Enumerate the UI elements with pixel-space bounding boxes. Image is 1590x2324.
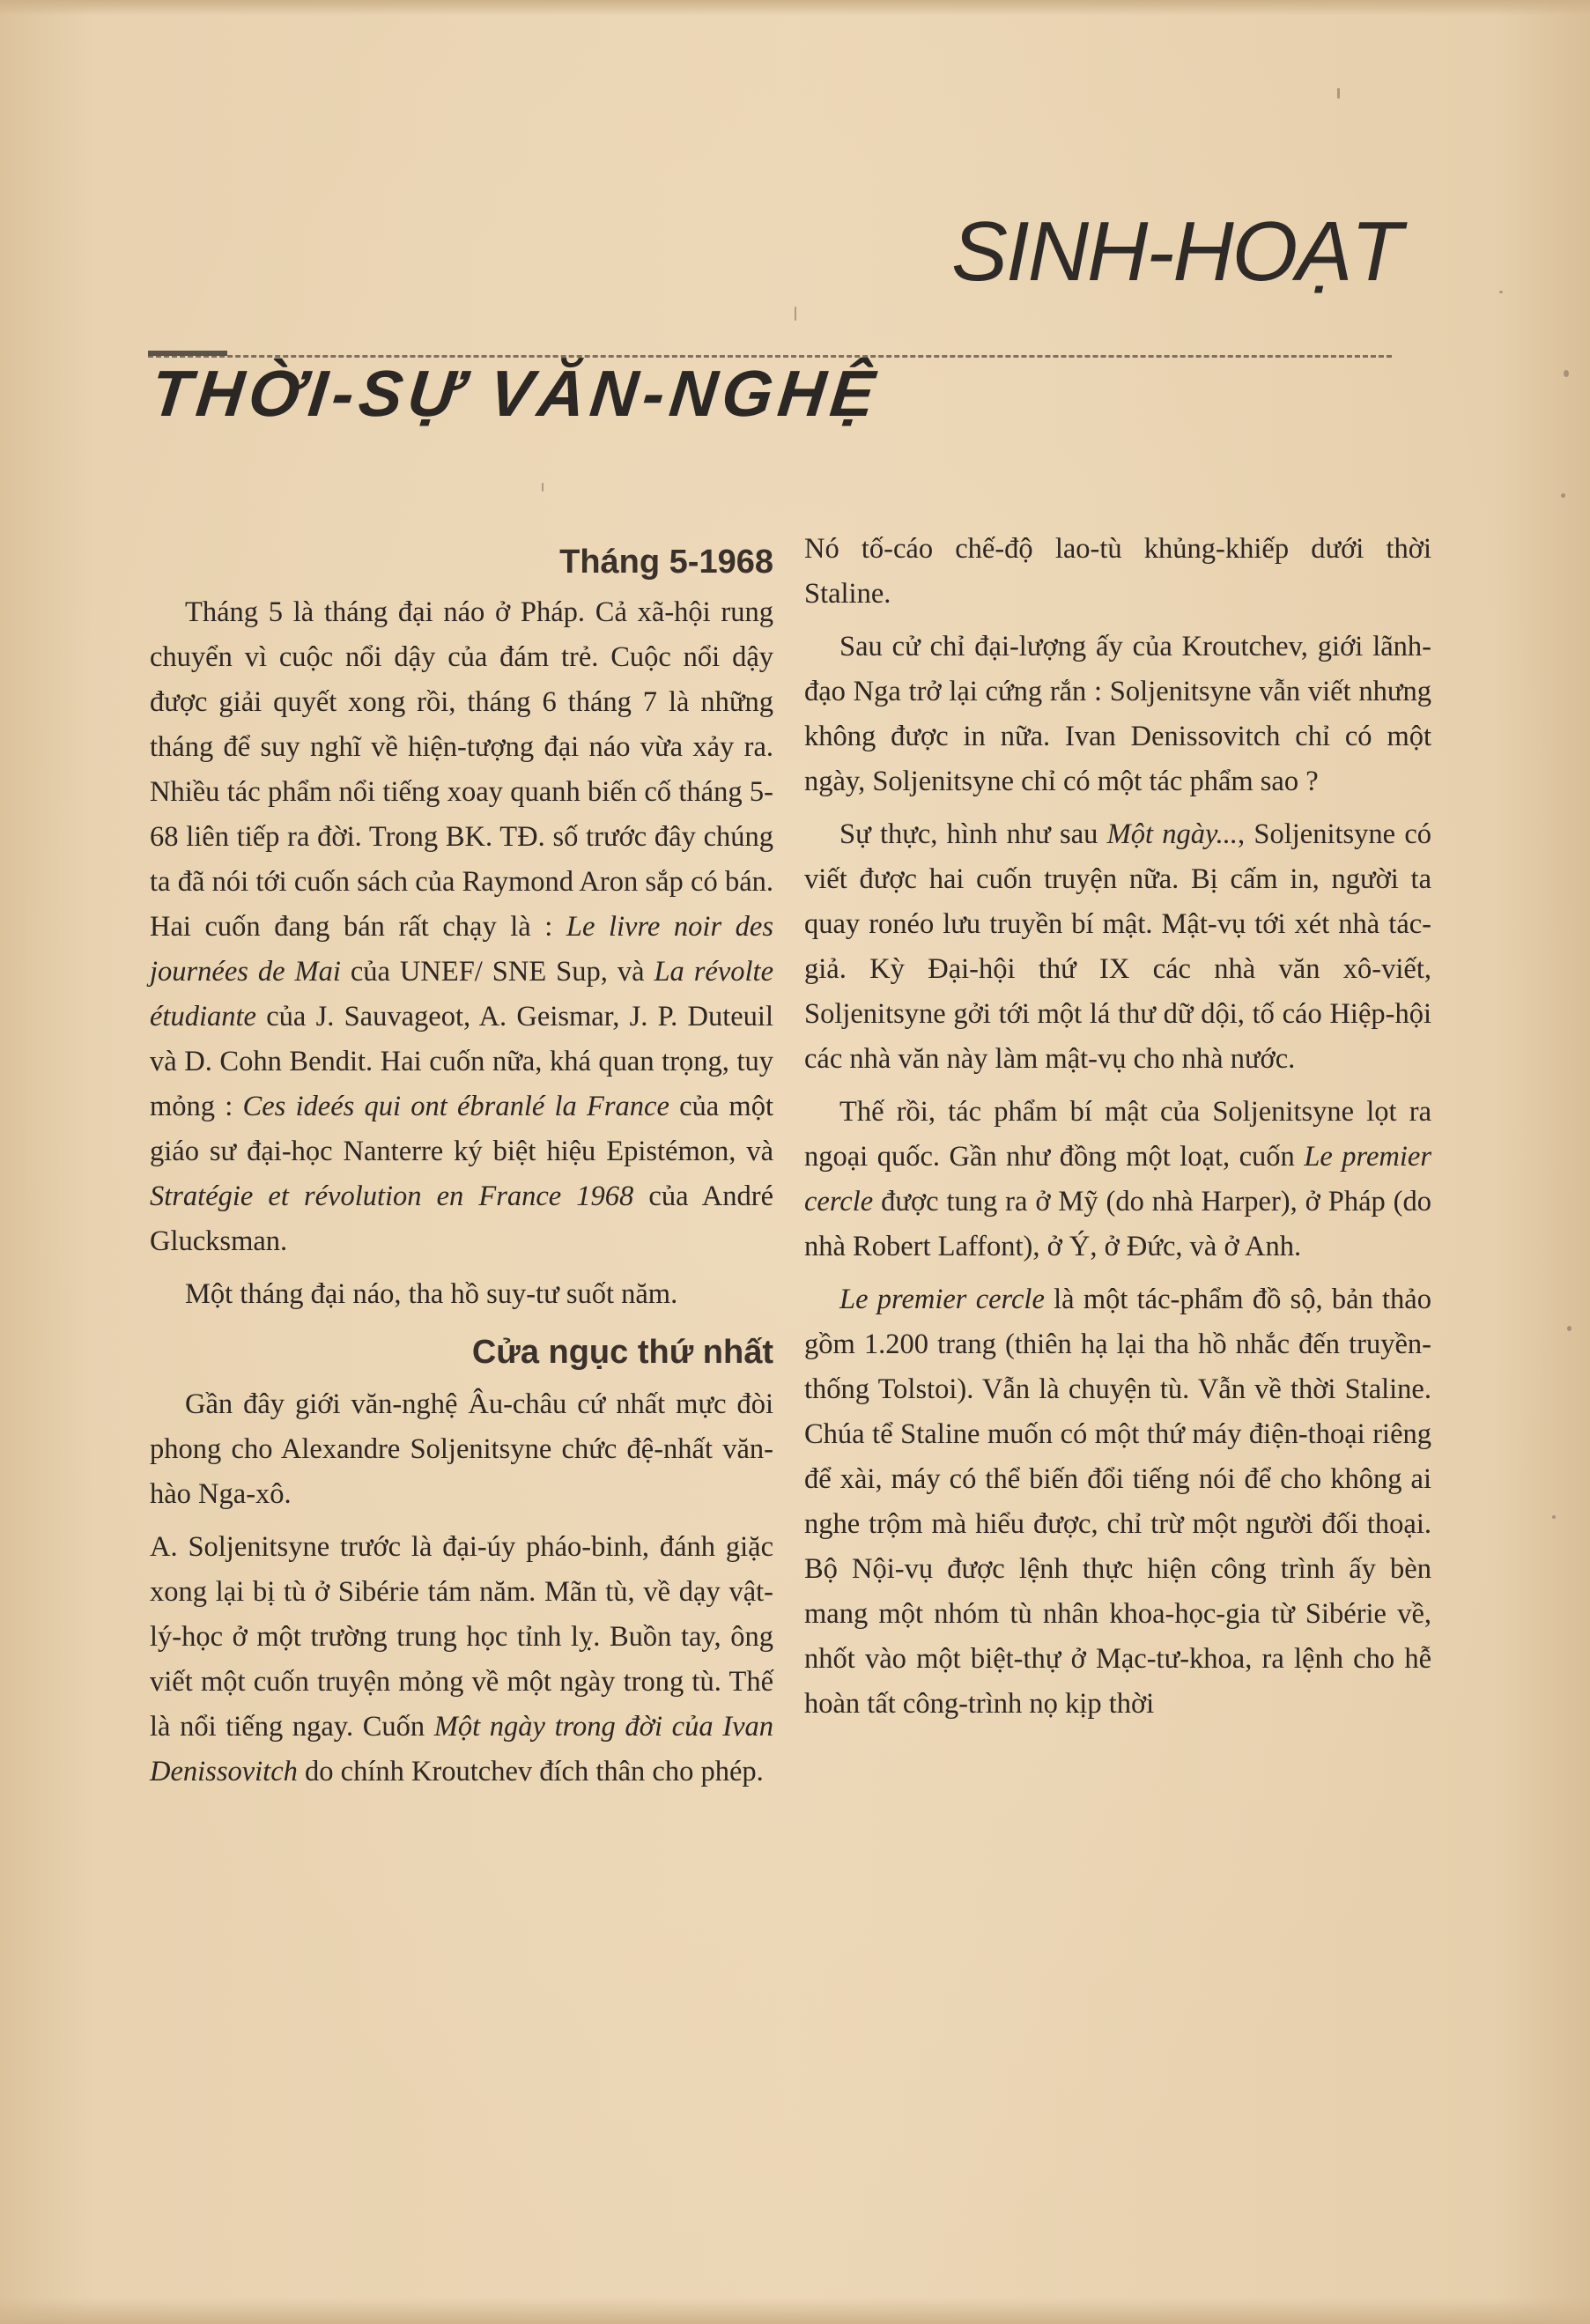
left-column [150,539,773,1795]
header-title: THỜI-SỰ VĂN-NGHỆ [147,357,884,430]
page-edge-top [0,0,1590,16]
book-title: La révolte étudiante [150,956,773,1032]
paragraph: Một tháng đại náo, tha hồ suy-tư suốt năm. [185,1278,678,1310]
book-title: Stratégie et révolution en France 1968 [150,1181,634,1212]
paragraph: A. Soljenitsyne trước là đại-úy pháo-binh, đánh giặc xong lại bị tù ở Sibérie tám năm. Mãn tù, về dạy vật-lý-học ở một trường trung học tỉnh lỵ. Buồn tay, ông viết một cuốn truyện mỏng về một ngày trong tù. Thế là nổi tiếng ngay. Cuốn Một ngày trong đời của Ivan Denissovitch do chính Kroutchev đích thân cho phép. [150,1531,773,1787]
paragraph: Nó tố-cáo chế-độ lao-tù khủng-khiếp dưới thời Staline. [804,533,1431,610]
paragraph: Sau cử chỉ đại-lượng ấy của Kroutchev, giới lãnh-đạo Nga trở lại cứng rắn : Soljenitsyne vẫn viết nhưng không được in nữa. Ivan Denissovitch chỉ có một ngày, Soljenitsyne chỉ có một tác phẩm sao ? [804,631,1431,797]
book-title: Le livre noir des journées de Mai [150,911,773,988]
page-edge-bottom [0,2298,1590,2324]
paragraph: Thế rồi, tác phẩm bí mật của Soljenitsyne lọt ra ngoại quốc. Gần như đồng một loạt, cuốn Le premier cercle được tung ra ở Mỹ (do nhà Harper), ở Pháp (do nhà Robert Laffont), ở Ý, ở Đức, và ở Anh. [804,1096,1431,1262]
paragraph: Gần đây giới văn-nghệ Âu-châu cứ nhất mực đòi phong cho Alexandre Soljenitsyne chức đệ-nhất văn-hào Nga-xô. [150,1388,773,1510]
right-column [804,527,1431,1727]
book-title: Một ngày... [1106,818,1238,850]
book-title: Ces ideés qui ont ébranlé la France [242,1091,669,1122]
subheading-cua-nguc-thu-nhat: Cửa ngục thứ nhất [471,1334,773,1371]
paragraph: Sự thực, hình như sau Một ngày..., Soljenitsyne có viết được hai cuốn truyện nữa. Bị cấm in, người ta quay ronéo lưu truyền bí mật. Mật-vụ tới xét nhà tác-giả. Kỳ Đại-hội thứ IX các nhà văn xô-viết, Soljenitsyne gởi tới một lá thư dữ dội, tố cáo Hiệp-hội các nhà văn này làm mật-vụ cho nhà nước. [804,818,1431,1075]
book-title: Một ngày trong đời của Ivan Denissovitch [150,1711,773,1787]
book-title: Le premier cercle [839,1284,1045,1315]
book-title: Le premier cercle [804,1141,1431,1218]
paragraph: Le premier cercle là một tác-phẩm đồ sộ, bản thảo gồm 1.200 trang (thiên hạ lại tha hồ nhắc đến truyền-thống Tolstoi). Vẫn là chuyện tù. Vẫn về thời Staline. Chúa tể Staline muốn có một thứ máy điện-thoại riêng để xài, máy có thể biến đổi tiếng nói để cho không ai nghe trộm mà hiểu được, chỉ trừ một người đối thoại. Bộ Nội-vụ được lệnh thực hiện công trình ấy bèn mang một nhóm tù nhân khoa-học-gia từ Sibérie về, nhốt vào một biệt-thự ở Mạc-tư-khoa, ra lệnh cho hễ hoàn tất công-trình nọ kịp thời [804,1284,1431,1720]
subheading-thang-5-1968: Tháng 5-1968 [559,544,773,581]
paragraph: Tháng 5 là tháng đại náo ở Pháp. Cả xã-hội rung chuyển vì cuộc nổi dậy của đám trẻ. Cuộc nổi dậy được giải quyết xong rồi, tháng 6 tháng 7 là những tháng để suy nghĩ về hiện-tượng đại náo vừa xảy ra. Nhiều tác phẩm nổi tiếng xoay quanh biến cố tháng 5-68 liên tiếp ra đời. Trong BK. TĐ. số trước đây chúng ta đã nói tới cuốn sách của Raymond Aron sắp có bán. Hai cuốn đang bán rất chạy là : Le livre noir des journées de Mai của UNEF/ SNE Sup, và La révolte étudiante của J. Sauvageot, A. Geismar, J. P. Duteuil và D. Cohn Bendit. Hai cuốn nữa, khá quan trọng, tuy mỏng : Ces ideés qui ont ébranlé la France của một giáo sư đại-học Nanterre ký biệt hiệu Epistémon, và Stratégie et révolution en France 1968 của André Glucksman. [150,596,773,1257]
section-label: SINH-HOẠT [951,204,1401,299]
